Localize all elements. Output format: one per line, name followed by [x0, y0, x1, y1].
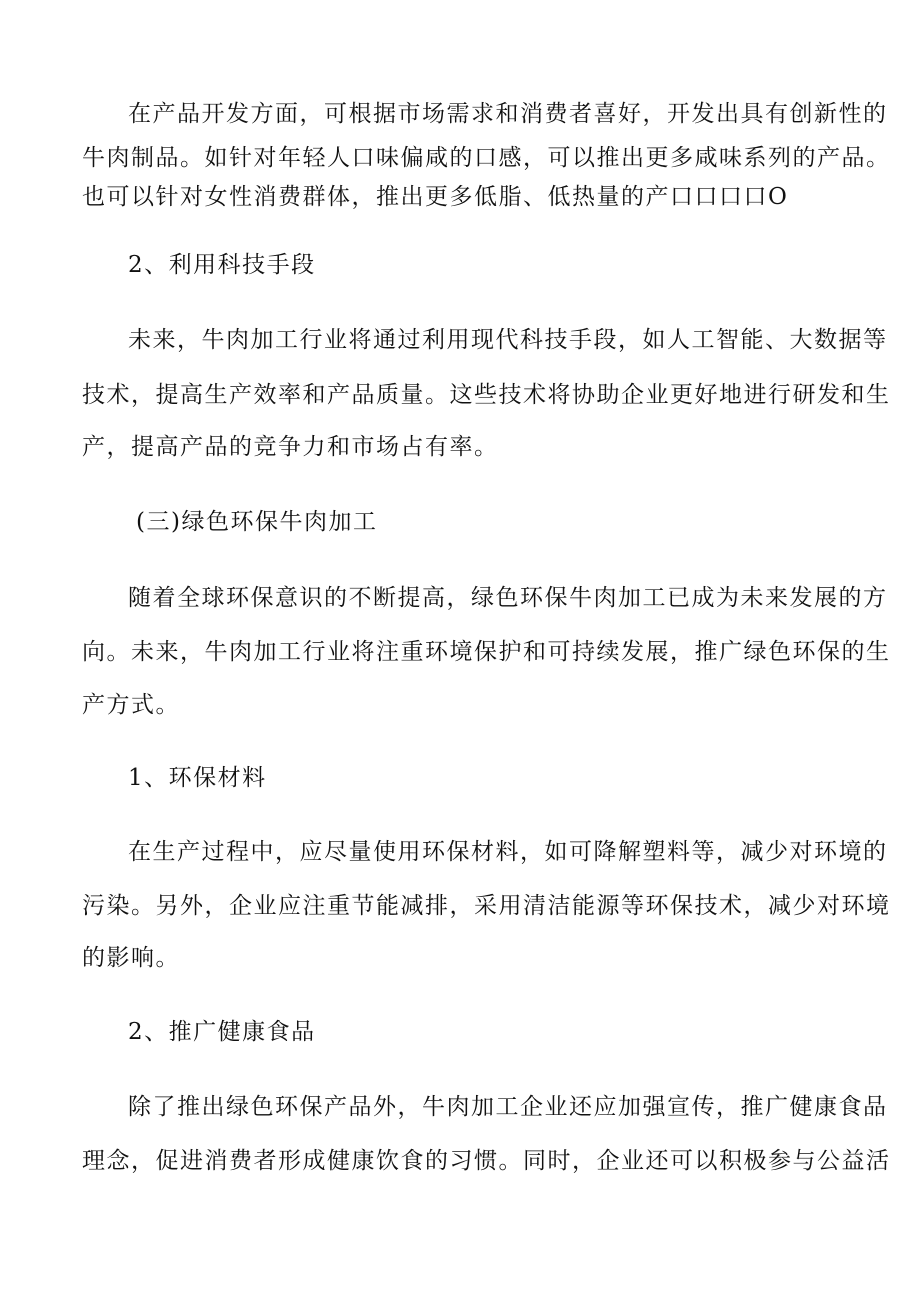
- paragraph-line: 未来，牛肉加工行业将通过利用现代科技手段，如人工智能、大数据等: [128, 327, 888, 353]
- section-heading-tech: 2、利用科技手段: [128, 252, 316, 278]
- section-heading-materials: 1、环保材料: [128, 765, 267, 791]
- section-heading-health: 2、推广健康食品: [128, 1019, 316, 1045]
- paragraph-line: 产，提高产品的竞争力和市场占有率。: [82, 434, 499, 460]
- paragraph-line: 向。未来，牛肉加工行业将注重环境保护和可持续发展，推广绿色环保的生: [82, 639, 891, 665]
- paragraph-line: 随着全球环保意识的不断提高，绿色环保牛肉加工已成为未来发展的方: [128, 585, 888, 611]
- paragraph-line: 污染。另外，企业应注重节能减排，采用清洁能源等环保技术，减少对环境: [82, 893, 891, 919]
- paragraph-line: 也可以针对女性消费群体，推出更多低脂、低热量的产口口口口O: [82, 184, 789, 210]
- paragraph-line: 理念，促进消费者形成健康饮食的习惯。同时，企业还可以积极参与公益活: [82, 1148, 891, 1174]
- paragraph-line: 的影响。: [82, 945, 180, 971]
- paragraph-line: 产方式。: [82, 692, 180, 718]
- paragraph-line: 牛肉制品。如针对年轻人口味偏咸的口感，可以推出更多咸味系列的产品。: [82, 145, 891, 171]
- section-heading-green: (三)绿色环保牛肉加工: [136, 509, 378, 535]
- paragraph-line: 在生产过程中，应尽量使用环保材料，如可降解塑料等，减少对环境的: [128, 839, 888, 865]
- paragraph-line: 技术，提高生产效率和产品质量。这些技术将协助企业更好地进行研发和生: [82, 382, 891, 408]
- paragraph-line: 除了推出绿色环保产品外，牛肉加工企业还应加强宣传，推广健康食品: [128, 1094, 888, 1120]
- paragraph-line: 在产品开发方面，可根据市场需求和消费者喜好，开发出具有创新性的: [128, 101, 888, 127]
